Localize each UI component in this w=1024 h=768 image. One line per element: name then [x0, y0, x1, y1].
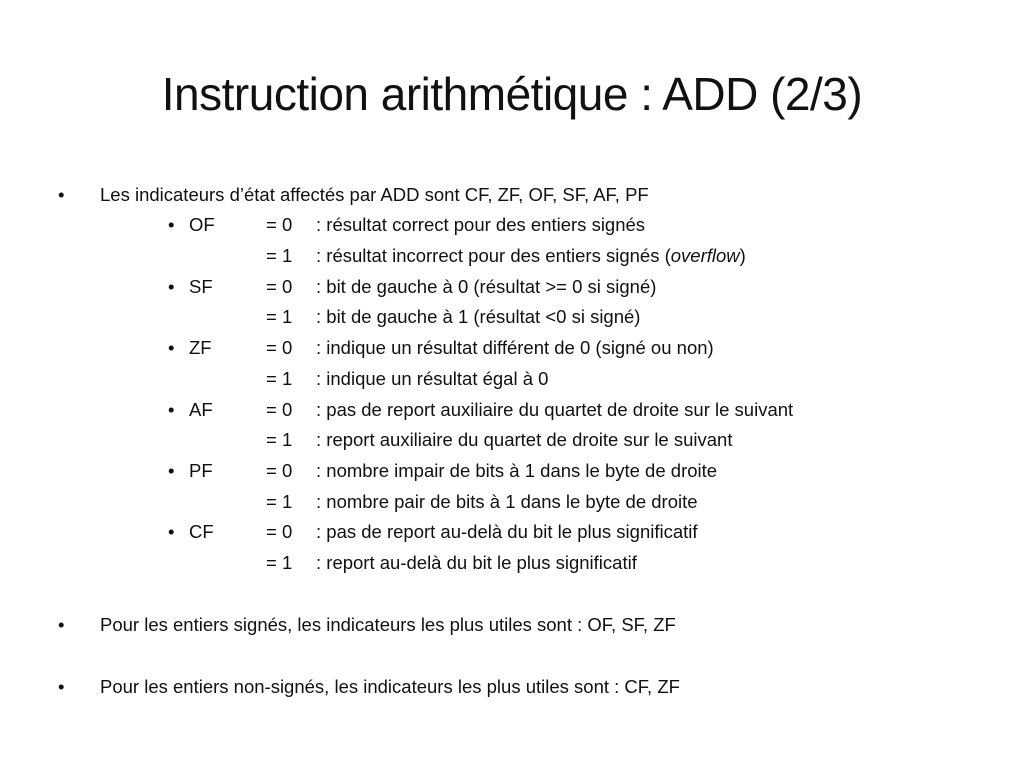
- flag-description: : résultat correct pour des entiers signés: [316, 214, 646, 235]
- slide-title: Instruction arithmétique : ADD (2/3): [161, 68, 863, 120]
- flag-description: : indique un résultat égal à 0: [316, 368, 549, 389]
- flag-description: : report auxiliaire du quartet de droite sur le suivant: [316, 429, 733, 450]
- bullet-icon: •: [168, 399, 175, 420]
- flag-name: PF: [189, 460, 213, 481]
- flag-value: = 0: [266, 521, 293, 542]
- conclusion-text: Pour les entiers signés, les indicateurs les plus utiles sont : OF, SF, ZF: [100, 614, 676, 635]
- conclusion-text: Pour les entiers non-signés, les indicateurs les plus utiles sont : CF, ZF: [100, 676, 680, 697]
- flag-description: : nombre impair de bits à 1 dans le byte de droite: [316, 460, 718, 481]
- flag-description: : bit de gauche à 0 (résultat >= 0 si signé): [316, 276, 657, 297]
- flag-value: = 0: [266, 460, 293, 481]
- flag-value: = 1: [266, 306, 293, 327]
- flag-description: : report au-delà du bit le plus significatif: [316, 552, 637, 573]
- bullet-icon: •: [168, 337, 175, 358]
- flag-value: = 1: [266, 368, 293, 389]
- flag-value: = 0: [266, 337, 293, 358]
- flag-description: : pas de report auxiliaire du quartet de droite sur le suivant: [316, 399, 794, 420]
- flag-name: OF: [189, 214, 215, 235]
- bullet-icon: •: [168, 521, 175, 542]
- bullet-icon: •: [168, 460, 175, 481]
- flag-name: SF: [189, 276, 213, 297]
- flag-description: : nombre pair de bits à 1 dans le byte de droite: [316, 491, 698, 512]
- flag-value: = 0: [266, 276, 293, 297]
- flag-description: : indique un résultat différent de 0 (signé ou non): [316, 337, 714, 358]
- flag-value: = 0: [266, 399, 293, 420]
- flag-value: = 1: [266, 552, 293, 573]
- flag-name: CF: [189, 521, 214, 542]
- flag-value: = 1: [266, 429, 293, 450]
- bullet-icon: •: [58, 676, 65, 697]
- bullet-icon: •: [58, 184, 65, 205]
- intro-text: Les indicateurs d’état affectés par ADD sont CF, ZF, OF, SF, AF, PF: [100, 184, 649, 205]
- flag-description: : résultat incorrect pour des entiers signés (overflow): [316, 245, 746, 266]
- flag-description: : pas de report au-delà du bit le plus significatif: [316, 521, 698, 542]
- bullet-icon: •: [58, 614, 65, 635]
- flag-description: : bit de gauche à 1 (résultat <0 si signé): [316, 306, 641, 327]
- flag-value: = 0: [266, 214, 293, 235]
- flag-name: ZF: [189, 337, 212, 358]
- overflow-term: overflow: [670, 245, 740, 266]
- flag-value: = 1: [266, 491, 293, 512]
- bullet-icon: •: [168, 214, 175, 235]
- flag-value: = 1: [266, 245, 293, 266]
- flag-name: AF: [189, 399, 213, 420]
- bullet-icon: •: [168, 276, 175, 297]
